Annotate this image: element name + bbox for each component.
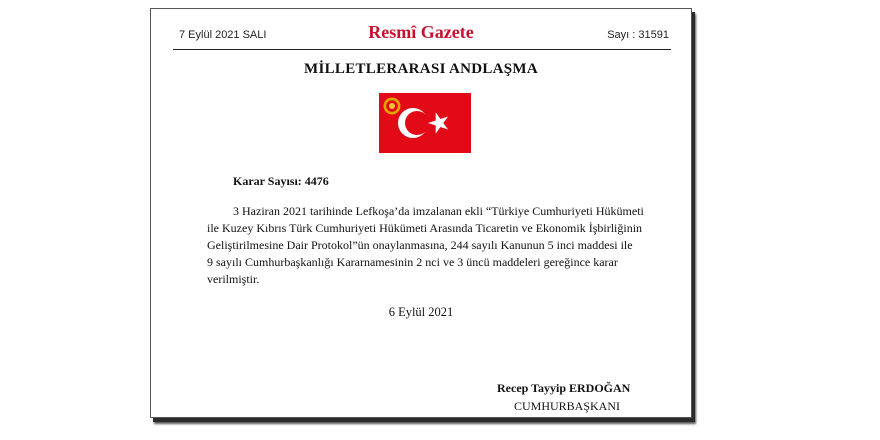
presidential-seal-icon	[384, 98, 401, 115]
header-divider	[173, 49, 671, 50]
signing-date: 6 Eylül 2021	[388, 305, 454, 319]
body-line: 9 sayılı Cumhurbaşkanlığı Kararnamesinin 2 nci ve 3 üncü maddeleri gereğince karar	[207, 255, 618, 269]
gazette-page	[150, 8, 692, 418]
newspaper-title: Resmî Gazete	[368, 22, 474, 42]
body-line: verilmiştir.	[207, 272, 260, 286]
document-title: MİLLETLERARASI ANDLAŞMA	[303, 61, 539, 77]
decision-number: Karar Sayısı: 4476	[233, 174, 329, 188]
signer-title: CUMHURBAŞKANI	[514, 399, 621, 413]
signer-name: Recep Tayyip ERDOĞAN	[497, 381, 631, 395]
header-date: 7 Eylül 2021 SALI	[179, 29, 267, 41]
body-line: 3 Haziran 2021 tarihinde Lefkoşa’da imzalanan ekli “Türkiye Cumhuriyeti Hükümeti	[233, 204, 644, 218]
turkish-flag-icon	[379, 93, 471, 153]
issue-number: Sayı : 31591	[607, 29, 669, 41]
decision-body	[207, 203, 665, 288]
body-line: Geliştirilmesine Dair Protokol”ün onaylanmasına, 244 sayılı Kanunun 5 inci maddesi ile	[207, 238, 633, 252]
body-line: ile Kuzey Kıbrıs Türk Cumhuriyeti Hükümeti Arasında Ticaretin ve Ekonomik İşbirliğinin	[207, 221, 643, 235]
